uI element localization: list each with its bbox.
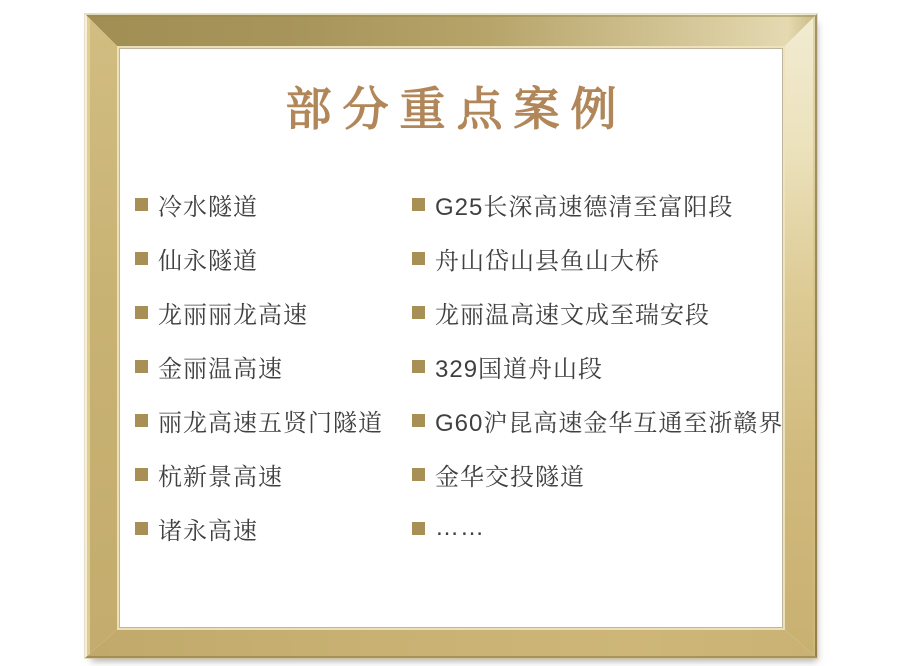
- bullet-square-icon: [135, 468, 148, 481]
- bullet-square-icon: [135, 252, 148, 265]
- list-item: [135, 231, 383, 285]
- case-label: 龙丽温高速文成至瑞安段: [435, 301, 710, 329]
- case-label: G25长深高速德清至富阳段: [435, 193, 734, 221]
- case-label: G60沪昆高速金华互通至浙赣界: [435, 409, 784, 437]
- list-item: [135, 339, 383, 393]
- case-label: 金华交投隧道: [435, 463, 585, 491]
- case-label: 金丽温高速: [158, 355, 283, 383]
- frame-right-bar: [783, 14, 817, 658]
- case-label: 诸永高速: [158, 517, 258, 545]
- bullet-square-icon: [412, 198, 425, 211]
- bullet-square-icon: [412, 468, 425, 481]
- case-label: 仙永隧道: [158, 247, 258, 275]
- case-label: 冷水隧道: [158, 193, 258, 221]
- bullet-square-icon: [412, 414, 425, 427]
- list-item: [412, 177, 783, 231]
- case-label: 舟山岱山县鱼山大桥: [435, 247, 660, 275]
- list-item: [135, 285, 383, 339]
- bullet-square-icon: [412, 522, 425, 535]
- case-label: ……: [435, 514, 485, 541]
- bullet-square-icon: [135, 360, 148, 373]
- list-item: [412, 501, 783, 555]
- picture-frame: [85, 14, 817, 658]
- case-label: 龙丽丽龙高速: [158, 301, 308, 329]
- bullet-square-icon: [135, 198, 148, 211]
- case-label: 杭新景高速: [158, 463, 283, 491]
- bullet-square-icon: [412, 252, 425, 265]
- bullet-square-icon: [135, 414, 148, 427]
- frame-bottom-bar: [85, 628, 817, 658]
- frame-left-bar: [85, 14, 119, 658]
- page-title: 部分重点案例: [285, 83, 628, 135]
- case-list-left: [135, 177, 383, 555]
- list-item: [135, 447, 383, 501]
- list-item: [412, 447, 783, 501]
- case-label: 329国道舟山段: [435, 355, 604, 383]
- list-item: [135, 501, 383, 555]
- bullet-square-icon: [412, 360, 425, 373]
- frame-top-bar: [85, 14, 817, 48]
- list-item: [412, 285, 783, 339]
- bullet-square-icon: [135, 306, 148, 319]
- list-item: [135, 177, 383, 231]
- bullet-square-icon: [412, 306, 425, 319]
- case-label: 丽龙高速五贤门隧道: [158, 409, 383, 437]
- bullet-square-icon: [135, 522, 148, 535]
- slide-content: [119, 48, 783, 628]
- list-item: [412, 393, 783, 447]
- case-list-right: [412, 177, 783, 555]
- list-item: [412, 339, 783, 393]
- list-item: [412, 231, 783, 285]
- list-item: [135, 393, 383, 447]
